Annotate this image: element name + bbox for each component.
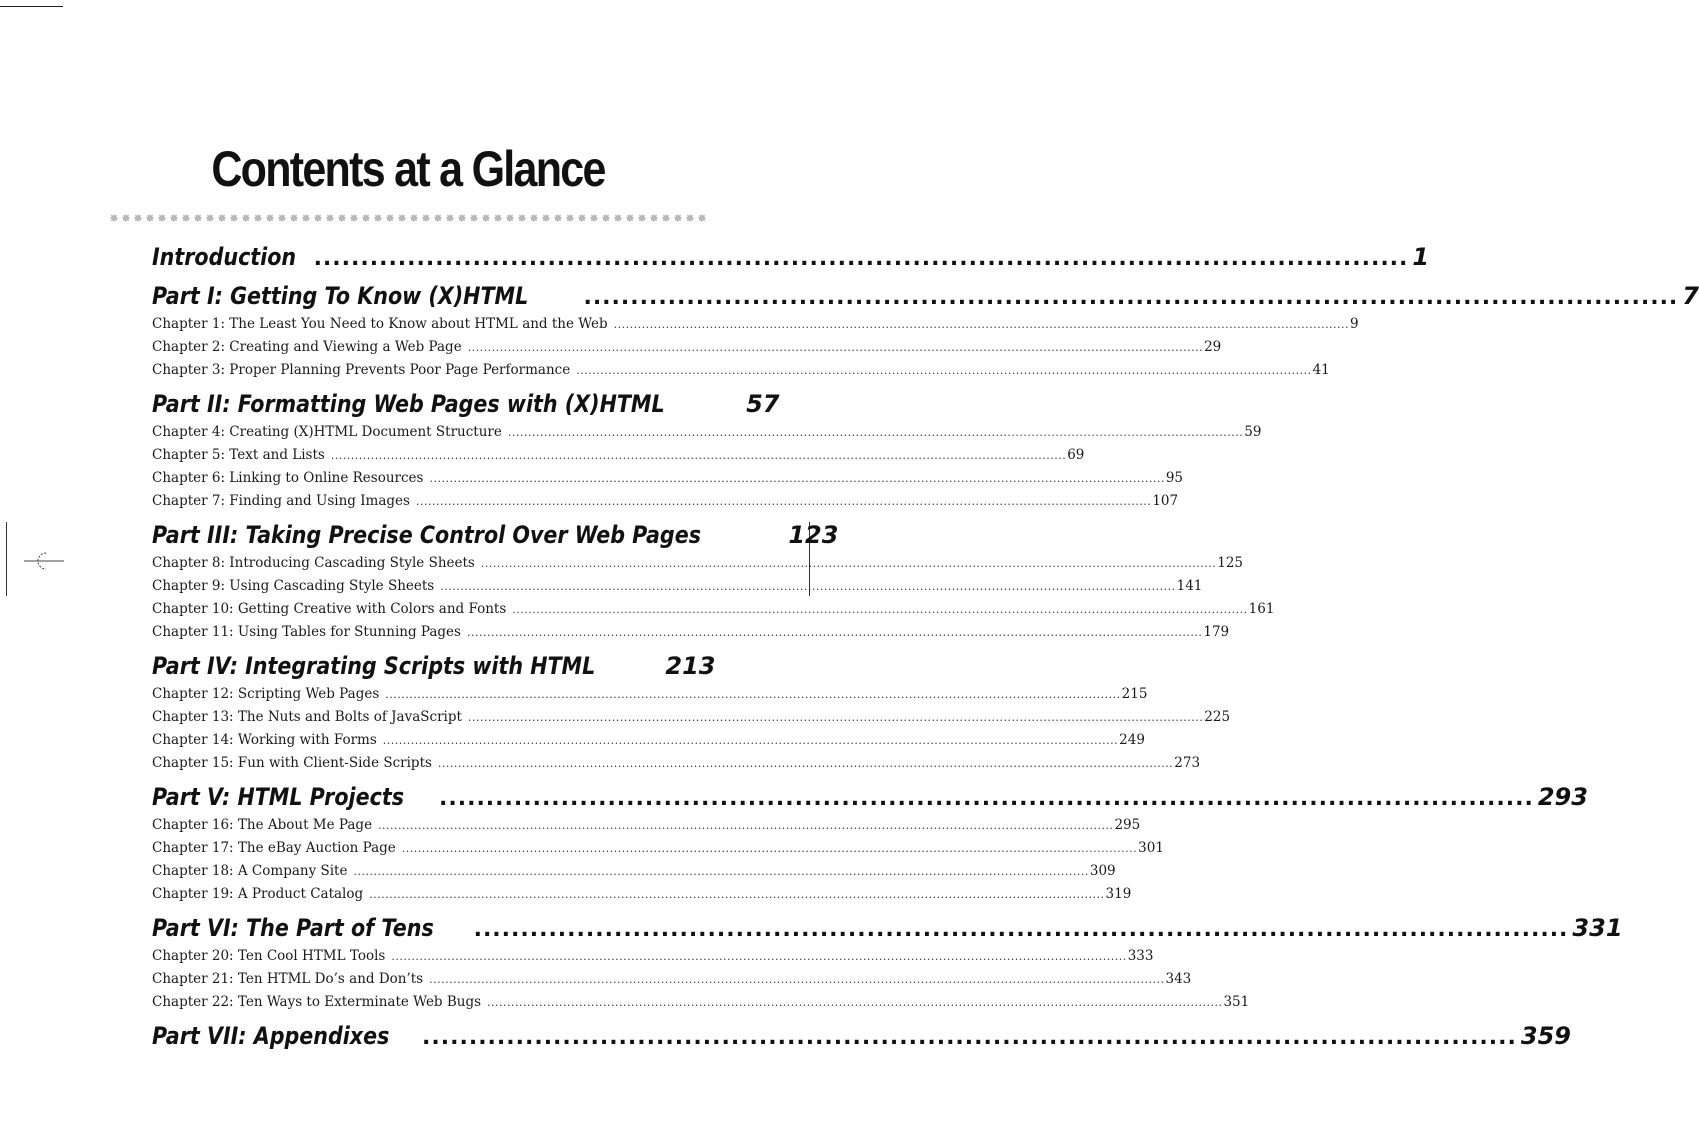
toc-part-entry: [152, 780, 1588, 814]
chapter-page-number: 301: [1138, 840, 1164, 856]
leader-dots: [353, 860, 1088, 883]
ornament-star-icon: ✵: [133, 212, 143, 225]
ornament-star-icon: ✵: [289, 212, 299, 225]
part-title: Part III: Taking Precise Control Over Web Pages: [152, 521, 701, 549]
ornament-star-icon: ✵: [685, 212, 695, 225]
ornament-star-icon: ✵: [169, 212, 179, 225]
leader-dots: [474, 913, 1569, 947]
toc-chapter-entry: [152, 968, 1192, 991]
ornament-star-icon: ✵: [517, 212, 527, 225]
ornament-star-icon: ✵: [373, 212, 383, 225]
part-title: Part IV: Integrating Scripts with HTML: [152, 652, 596, 680]
ornament-star-icon: ✵: [493, 212, 503, 225]
chapter-page-number: 95: [1165, 470, 1184, 486]
ornament-star-icon: ✵: [481, 212, 491, 225]
leader-dots: [385, 683, 1120, 706]
ornament-star-icon: ✵: [277, 212, 287, 225]
leader-dots: [481, 552, 1216, 575]
ornament-star-icon: ✵: [505, 212, 515, 225]
ornament-star-icon: ✵: [565, 212, 575, 225]
chapter-page-number: 333: [1127, 948, 1154, 964]
part-title: Part VII: Appendixes: [152, 1022, 390, 1050]
ornament-star-icon: ✵: [673, 212, 683, 225]
part-page-number: 293: [1537, 783, 1588, 811]
leader-dots: [508, 421, 1243, 444]
ornament-star-icon: ✵: [217, 212, 227, 225]
toc-chapter-entry: [152, 359, 1330, 382]
ornament-star-icon: ✵: [469, 212, 479, 225]
ornament-star-icon: ✵: [181, 212, 191, 225]
ornament-star-icon: ✵: [661, 212, 671, 225]
ornament-star-icon: ✵: [637, 212, 647, 225]
ornament-star-icon: ✵: [193, 212, 203, 225]
ornament-star-icon: ✵: [397, 212, 407, 225]
ornament-star-icon: ✵: [445, 212, 455, 225]
leader-dots: [487, 991, 1222, 1014]
table-of-contents: [152, 240, 1699, 1053]
toc-part-entry: [152, 387, 780, 421]
chapter-page-number: 309: [1089, 863, 1116, 879]
ornament-star-icon: ✵: [553, 212, 563, 225]
part-page-number: 213: [665, 652, 716, 680]
trim-line-left: [6, 522, 7, 596]
toc-chapter-entry: [152, 683, 1148, 706]
toc-chapter-entry: [152, 575, 1203, 598]
chapter-title: Chapter 17: The eBay Auction Page: [152, 840, 396, 856]
toc-chapter-entry: [152, 467, 1184, 490]
leader-dots: [369, 883, 1104, 906]
leader-dots: [467, 621, 1202, 644]
chapter-title: Chapter 19: A Product Catalog: [152, 886, 364, 902]
toc-chapter-entry: [152, 444, 1085, 467]
toc-part-entry: [152, 911, 1623, 945]
leader-dots: [440, 575, 1175, 598]
chapter-page-number: 161: [1248, 601, 1275, 617]
chapter-title: Chapter 18: A Company Site: [152, 863, 348, 879]
chapter-title: Chapter 21: Ten HTML Do’s and Don’ts: [152, 971, 424, 987]
ornament-star-icon: ✵: [577, 212, 587, 225]
leader-dots: [378, 814, 1113, 837]
leader-dots: [468, 706, 1203, 729]
ornament-star-icon: ✵: [325, 212, 335, 225]
toc-chapter-entry: [152, 860, 1116, 883]
part-page-number: 123: [788, 521, 839, 549]
ornament-star-icon: ✵: [613, 212, 623, 225]
chapter-page-number: 141: [1176, 578, 1203, 594]
part-page-number: 359: [1520, 1022, 1571, 1050]
toc-chapter-entry: [152, 598, 1275, 621]
toc-chapter-entry: [152, 421, 1262, 444]
leader-dots: [391, 945, 1126, 968]
toc-part-entry: [152, 649, 716, 683]
leader-dots: [439, 782, 1534, 816]
leader-dots: [512, 598, 1247, 621]
part-title: Part I: Getting To Know (X)HTML: [152, 282, 529, 310]
ornament-star-icon: ✵: [301, 212, 311, 225]
part-page-number: 57: [746, 390, 780, 418]
chapter-page-number: 125: [1217, 555, 1244, 571]
toc-chapter-entry: [152, 837, 1164, 860]
ornament-star-icon: ✵: [337, 212, 347, 225]
chapter-page-number: 343: [1165, 971, 1192, 987]
toc-part-entry: [152, 240, 1430, 274]
ornament-star-icon: ✵: [601, 212, 611, 225]
leader-dots: [583, 281, 1678, 315]
ornament-star-icon: ✵: [529, 212, 539, 225]
chapter-title: Chapter 12: Scripting Web Pages: [152, 686, 380, 702]
ornament-star-icon: ✵: [361, 212, 371, 225]
ornament-star-icon: ✵: [145, 212, 155, 225]
chapter-page-number: 59: [1244, 424, 1262, 440]
chapter-title: Chapter 5: Text and Lists: [152, 447, 325, 463]
leader-dots: [422, 1021, 1517, 1055]
ornament-star-icon: ✵: [625, 212, 635, 225]
ornament-star-icon: ✵: [205, 212, 215, 225]
chapter-title: Chapter 13: The Nuts and Bolts of JavaScript: [152, 709, 462, 725]
chapter-page-number: 319: [1105, 886, 1132, 902]
leader-dots: [429, 467, 1164, 490]
ornament-star-icon: ✵: [157, 212, 167, 225]
crop-mark-top-left: [0, 6, 63, 7]
leader-dots: [438, 752, 1173, 775]
ornament-star-icon: ✵: [121, 212, 131, 225]
chapter-title: Chapter 15: Fun with Client-Side Scripts: [152, 755, 432, 771]
ornament-star-icon: ✵: [433, 212, 443, 225]
leader-dots: [468, 336, 1203, 359]
registration-mark-icon: [24, 550, 64, 572]
part-page-number: 1: [1412, 243, 1430, 271]
ornament-star-icon: ✵: [313, 212, 323, 225]
ornament-star-icon: ✵: [457, 212, 467, 225]
part-title: Part V: HTML Projects: [152, 783, 404, 811]
toc-part-entry: [152, 279, 1699, 313]
toc-chapter-entry: [152, 883, 1132, 906]
chapter-title: Chapter 7: Finding and Using Images: [152, 493, 410, 509]
chapter-page-number: 29: [1204, 339, 1222, 355]
chapter-page-number: 9: [1350, 316, 1359, 332]
chapter-page-number: 273: [1174, 755, 1201, 771]
leader-dots: [416, 490, 1151, 513]
chapter-page-number: 41: [1312, 362, 1330, 378]
part-page-number: 331: [1572, 914, 1623, 942]
chapter-title: Chapter 4: Creating (X)HTML Document Structure: [152, 424, 502, 440]
leader-dots: [383, 729, 1118, 752]
leader-dots: [402, 837, 1137, 860]
toc-chapter-entry: [152, 552, 1244, 575]
ornament-star-icon: ✵: [649, 212, 659, 225]
chapter-page-number: 295: [1114, 817, 1141, 833]
toc-chapter-entry: [152, 752, 1201, 775]
toc-chapter-entry: [152, 945, 1154, 968]
toc-chapter-entry: [152, 621, 1230, 644]
chapter-page-number: 351: [1223, 994, 1250, 1010]
leader-dots: [614, 313, 1349, 336]
chapter-page-number: 225: [1204, 709, 1231, 725]
chapter-title: Chapter 8: Introducing Cascading Style Sheets: [152, 555, 475, 571]
toc-chapter-entry: [152, 706, 1231, 729]
toc-chapter-entry: [152, 729, 1145, 752]
chapter-page-number: 69: [1067, 447, 1085, 463]
ornament-star-icon: ✵: [109, 212, 119, 225]
ornament-star-icon: ✵: [589, 212, 599, 225]
leader-dots: [331, 444, 1066, 467]
part-title: Introduction: [152, 243, 297, 271]
chapter-title: Chapter 3: Proper Planning Prevents Poor Page Performance: [152, 362, 571, 378]
chapter-page-number: 249: [1119, 732, 1145, 748]
part-title: Part II: Formatting Web Pages with (X)HTML: [152, 390, 665, 418]
toc-chapter-entry: [152, 814, 1141, 837]
chapter-page-number: 215: [1121, 686, 1148, 702]
ornament-star-icon: ✵: [541, 212, 551, 225]
chapter-title: Chapter 6: Linking to Online Resources: [152, 470, 424, 486]
page-title: Contents at a Glance: [211, 141, 605, 197]
leader-dots: [576, 359, 1311, 382]
toc-part-entry: [152, 518, 839, 552]
ornament-star-icon: ✵: [265, 212, 275, 225]
ornament-star-icon: ✵: [349, 212, 359, 225]
leader-dots: [314, 242, 1409, 276]
ornament-star-icon: ✵: [409, 212, 419, 225]
part-page-number: 7: [1682, 282, 1699, 310]
ornament-star-icon: ✵: [229, 212, 239, 225]
ornament-star-icon: ✵: [385, 212, 395, 225]
part-title: Part VI: The Part of Tens: [152, 914, 434, 942]
chapter-title: Chapter 20: Ten Cool HTML Tools: [152, 948, 386, 964]
chapter-title: Chapter 9: Using Cascading Style Sheets: [152, 578, 435, 594]
leader-dots: [429, 968, 1164, 991]
chapter-title: Chapter 2: Creating and Viewing a Web Page: [152, 339, 462, 355]
toc-chapter-entry: [152, 490, 1179, 513]
toc-chapter-entry: [152, 313, 1359, 336]
toc-chapter-entry: [152, 336, 1222, 359]
ornament-star-icon: ✵: [697, 212, 707, 225]
ornament-star-icon: ✵: [253, 212, 263, 225]
ornament-divider: [108, 212, 708, 224]
chapter-title: Chapter 16: The About Me Page: [152, 817, 373, 833]
toc-part-entry: [152, 1019, 1571, 1053]
toc-chapter-entry: [152, 991, 1250, 1014]
ornament-star-icon: ✵: [421, 212, 431, 225]
chapter-title: Chapter 1: The Least You Need to Know about HTML and the Web: [152, 316, 608, 332]
chapter-title: Chapter 10: Getting Creative with Colors and Fonts: [152, 601, 507, 617]
ornament-star-icon: ✵: [241, 212, 251, 225]
chapter-page-number: 179: [1203, 624, 1230, 640]
chapter-title: Chapter 14: Working with Forms: [152, 732, 377, 748]
chapter-title: Chapter 11: Using Tables for Stunning Pages: [152, 624, 461, 640]
chapter-page-number: 107: [1152, 493, 1179, 509]
chapter-title: Chapter 22: Ten Ways to Exterminate Web Bugs: [152, 994, 482, 1010]
